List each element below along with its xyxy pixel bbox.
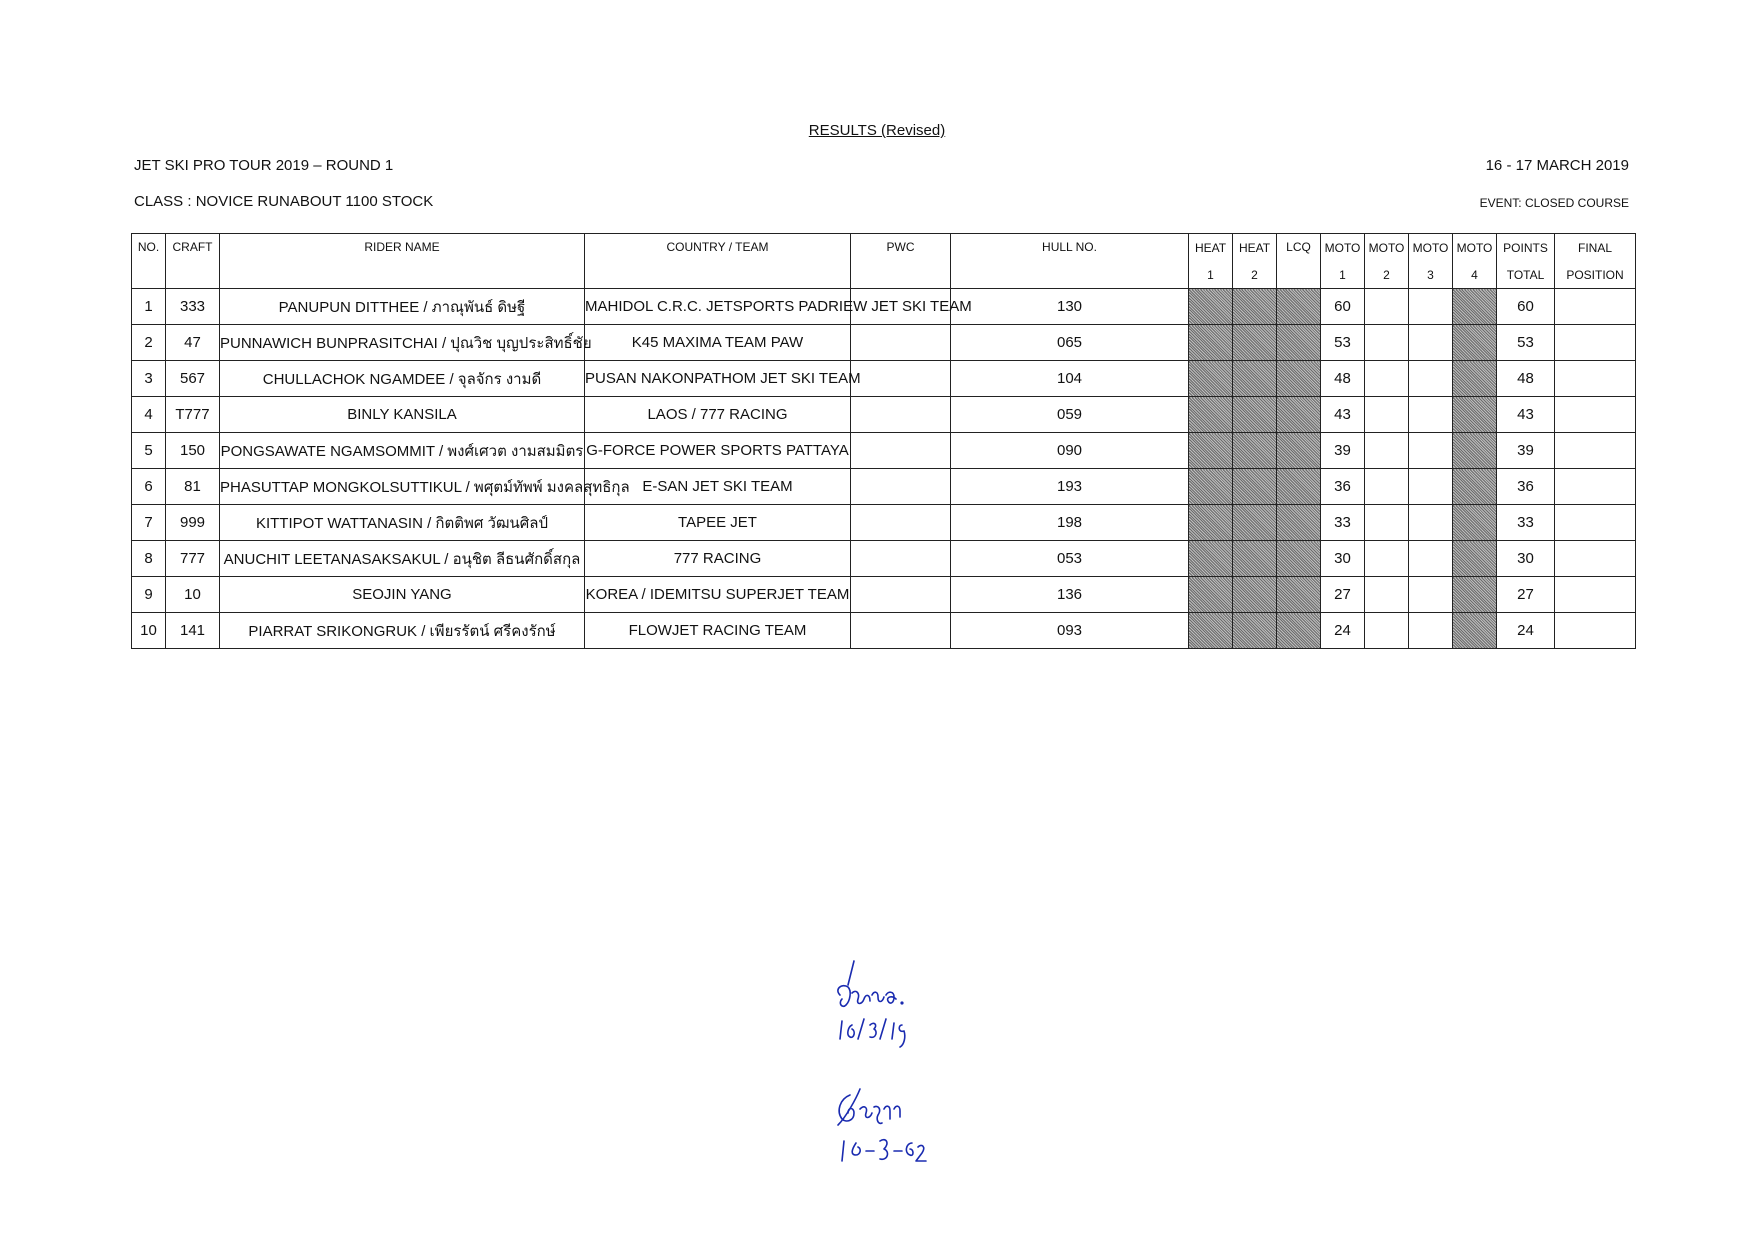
- cell-moto-4: [1453, 577, 1497, 613]
- cell-points-total: 27: [1497, 577, 1555, 613]
- cell-no: 9: [132, 577, 166, 613]
- cell-moto-3: [1409, 397, 1453, 433]
- cell-pwc: [851, 541, 951, 577]
- header-moto-4-number: 4: [1453, 261, 1497, 289]
- cell-pwc: [851, 325, 951, 361]
- cell-points-total: 39: [1497, 433, 1555, 469]
- cell-lcq: [1277, 541, 1321, 577]
- cell-hull-no: 198: [951, 505, 1189, 541]
- cell-final-position: [1555, 361, 1636, 397]
- cell-heat-1: [1189, 469, 1233, 505]
- signature-1: [820, 955, 930, 1055]
- cell-moto-4: [1453, 505, 1497, 541]
- cell-country-team: LAOS / 777 RACING: [585, 397, 851, 433]
- cell-lcq: [1277, 469, 1321, 505]
- cell-heat-1: [1189, 433, 1233, 469]
- cell-final-position: [1555, 397, 1636, 433]
- cell-pwc: [851, 577, 951, 613]
- cell-hull-no: 136: [951, 577, 1189, 613]
- header-moto-4: MOTO: [1453, 234, 1497, 262]
- cell-craft: 567: [166, 361, 220, 397]
- cell-rider-name: ANUCHIT LEETANASAKSAKUL / อนุชิต ลีธนศักดิ์สกุล: [220, 541, 585, 577]
- header-lcq: LCQ: [1277, 234, 1321, 289]
- header-rider-name: RIDER NAME: [220, 234, 585, 289]
- cell-hull-no: 059: [951, 397, 1189, 433]
- header-moto-3-number: 3: [1409, 261, 1453, 289]
- cell-no: 1: [132, 289, 166, 325]
- cell-moto-1: 53: [1321, 325, 1365, 361]
- cell-hull-no: 130: [951, 289, 1189, 325]
- table-row: [132, 613, 1636, 649]
- table-row: [132, 433, 1636, 469]
- cell-pwc: [851, 361, 951, 397]
- cell-final-position: [1555, 469, 1636, 505]
- cell-points-total: 53: [1497, 325, 1555, 361]
- cell-heat-1: [1189, 613, 1233, 649]
- cell-moto-1: 24: [1321, 613, 1365, 649]
- cell-moto-3: [1409, 289, 1453, 325]
- cell-moto-1: 36: [1321, 469, 1365, 505]
- cell-points-total: 60: [1497, 289, 1555, 325]
- cell-country-team: MAHIDOL C.R.C. JETSPORTS PADRIEW JET SKI TEAM: [585, 289, 851, 325]
- cell-heat-2: [1233, 541, 1277, 577]
- header-heat-1: HEAT: [1189, 234, 1233, 262]
- cell-heat-2: [1233, 361, 1277, 397]
- cell-moto-2: [1365, 289, 1409, 325]
- cell-points-total: 36: [1497, 469, 1555, 505]
- cell-final-position: [1555, 325, 1636, 361]
- header-points-total: TOTAL: [1497, 261, 1555, 289]
- cell-hull-no: 193: [951, 469, 1189, 505]
- cell-moto-4: [1453, 325, 1497, 361]
- cell-pwc: [851, 433, 951, 469]
- cell-no: 5: [132, 433, 166, 469]
- cell-heat-2: [1233, 577, 1277, 613]
- cell-moto-3: [1409, 433, 1453, 469]
- cell-rider-name: SEOJIN YANG: [220, 577, 585, 613]
- header-moto-3: MOTO: [1409, 234, 1453, 262]
- cell-moto-1: 27: [1321, 577, 1365, 613]
- cell-no: 4: [132, 397, 166, 433]
- cell-country-team: K45 MAXIMA TEAM PAW: [585, 325, 851, 361]
- cell-no: 2: [132, 325, 166, 361]
- cell-final-position: [1555, 613, 1636, 649]
- header-moto-2: MOTO: [1365, 234, 1409, 262]
- cell-moto-3: [1409, 613, 1453, 649]
- cell-lcq: [1277, 505, 1321, 541]
- cell-moto-1: 30: [1321, 541, 1365, 577]
- cell-points-total: 43: [1497, 397, 1555, 433]
- cell-points-total: 30: [1497, 541, 1555, 577]
- cell-moto-1: 43: [1321, 397, 1365, 433]
- table-row: [132, 361, 1636, 397]
- cell-heat-2: [1233, 289, 1277, 325]
- cell-heat-2: [1233, 325, 1277, 361]
- cell-heat-1: [1189, 577, 1233, 613]
- cell-no: 3: [132, 361, 166, 397]
- cell-rider-name: KITTIPOT WATTANASIN / กิตติพศ วัฒนศิลป์: [220, 505, 585, 541]
- cell-moto-2: [1365, 613, 1409, 649]
- cell-craft: 10: [166, 577, 220, 613]
- cell-final-position: [1555, 505, 1636, 541]
- cell-rider-name: CHULLACHOK NGAMDEE / จุลจักร งามดี: [220, 361, 585, 397]
- cell-lcq: [1277, 325, 1321, 361]
- cell-pwc: [851, 613, 951, 649]
- cell-country-team: E-SAN JET SKI TEAM: [585, 469, 851, 505]
- cell-craft: 47: [166, 325, 220, 361]
- header-pwc: PWC: [851, 234, 951, 289]
- cell-moto-3: [1409, 541, 1453, 577]
- table-row: [132, 541, 1636, 577]
- cell-moto-1: 60: [1321, 289, 1365, 325]
- table-row: [132, 397, 1636, 433]
- cell-lcq: [1277, 433, 1321, 469]
- cell-heat-2: [1233, 433, 1277, 469]
- cell-country-team: 777 RACING: [585, 541, 851, 577]
- cell-craft: 999: [166, 505, 220, 541]
- cell-moto-4: [1453, 397, 1497, 433]
- cell-rider-name: PIARRAT SRIKONGRUK / เพียรรัตน์ ศรีคงรักษ์: [220, 613, 585, 649]
- header-craft: CRAFT: [166, 234, 220, 289]
- results-table: [131, 233, 1636, 649]
- cell-moto-3: [1409, 505, 1453, 541]
- header-hull-no: HULL NO.: [951, 234, 1189, 289]
- cell-country-team: PUSAN NAKONPATHOM JET SKI TEAM: [585, 361, 851, 397]
- cell-moto-3: [1409, 577, 1453, 613]
- cell-pwc: [851, 397, 951, 433]
- header-country-team: COUNTRY / TEAM: [585, 234, 851, 289]
- cell-craft: 777: [166, 541, 220, 577]
- cell-hull-no: 090: [951, 433, 1189, 469]
- cell-moto-3: [1409, 469, 1453, 505]
- cell-country-team: TAPEE JET: [585, 505, 851, 541]
- cell-country-team: KOREA / IDEMITSU SUPERJET TEAM: [585, 577, 851, 613]
- cell-moto-3: [1409, 361, 1453, 397]
- table-row: [132, 325, 1636, 361]
- cell-craft: 81: [166, 469, 220, 505]
- cell-heat-2: [1233, 469, 1277, 505]
- cell-heat-2: [1233, 397, 1277, 433]
- cell-points-total: 48: [1497, 361, 1555, 397]
- cell-moto-4: [1453, 613, 1497, 649]
- table-header: [132, 234, 1636, 289]
- cell-lcq: [1277, 397, 1321, 433]
- table-row: [132, 577, 1636, 613]
- cell-pwc: [851, 505, 951, 541]
- cell-rider-name: BINLY KANSILA: [220, 397, 585, 433]
- header-no: NO.: [132, 234, 166, 289]
- cell-country-team: G-FORCE POWER SPORTS PATTAYA: [585, 433, 851, 469]
- cell-moto-4: [1453, 289, 1497, 325]
- event-type: EVENT: CLOSED COURSE: [1479, 196, 1629, 210]
- cell-no: 8: [132, 541, 166, 577]
- cell-final-position: [1555, 433, 1636, 469]
- table-row: [132, 469, 1636, 505]
- cell-heat-1: [1189, 289, 1233, 325]
- cell-moto-1: 33: [1321, 505, 1365, 541]
- cell-hull-no: 053: [951, 541, 1189, 577]
- cell-lcq: [1277, 289, 1321, 325]
- header-heat-2-number: 2: [1233, 261, 1277, 289]
- cell-hull-no: 065: [951, 325, 1189, 361]
- cell-moto-4: [1453, 469, 1497, 505]
- cell-heat-1: [1189, 397, 1233, 433]
- cell-final-position: [1555, 541, 1636, 577]
- header-heat-1-number: 1: [1189, 261, 1233, 289]
- cell-heat-2: [1233, 505, 1277, 541]
- cell-moto-1: 48: [1321, 361, 1365, 397]
- cell-pwc: [851, 469, 951, 505]
- cell-no: 10: [132, 613, 166, 649]
- cell-moto-2: [1365, 505, 1409, 541]
- cell-moto-2: [1365, 361, 1409, 397]
- cell-moto-2: [1365, 433, 1409, 469]
- cell-country-team: FLOWJET RACING TEAM: [585, 613, 851, 649]
- header-final-position: POSITION: [1555, 261, 1636, 289]
- cell-moto-2: [1365, 469, 1409, 505]
- cell-moto-2: [1365, 325, 1409, 361]
- cell-points-total: 24: [1497, 613, 1555, 649]
- cell-heat-1: [1189, 361, 1233, 397]
- header-moto-1: MOTO: [1321, 234, 1365, 262]
- cell-hull-no: 093: [951, 613, 1189, 649]
- cell-points-total: 33: [1497, 505, 1555, 541]
- cell-heat-1: [1189, 541, 1233, 577]
- cell-moto-4: [1453, 433, 1497, 469]
- cell-moto-2: [1365, 397, 1409, 433]
- cell-craft: 150: [166, 433, 220, 469]
- cell-lcq: [1277, 361, 1321, 397]
- cell-craft: 333: [166, 289, 220, 325]
- cell-moto-2: [1365, 541, 1409, 577]
- cell-moto-1: 39: [1321, 433, 1365, 469]
- table-row: [132, 505, 1636, 541]
- cell-hull-no: 104: [951, 361, 1189, 397]
- cell-final-position: [1555, 289, 1636, 325]
- header-moto-1-number: 1: [1321, 261, 1365, 289]
- header-final: FINAL: [1555, 234, 1636, 262]
- header-heat-2: HEAT: [1233, 234, 1277, 262]
- class-name: CLASS : NOVICE RUNABOUT 1100 STOCK: [134, 193, 434, 210]
- cell-heat-1: [1189, 505, 1233, 541]
- table-row: [132, 289, 1636, 325]
- header-points: POINTS: [1497, 234, 1555, 262]
- cell-craft: 141: [166, 613, 220, 649]
- cell-lcq: [1277, 577, 1321, 613]
- cell-no: 6: [132, 469, 166, 505]
- cell-heat-2: [1233, 613, 1277, 649]
- event-date: 16 - 17 MARCH 2019: [1485, 157, 1629, 174]
- event-title: JET SKI PRO TOUR 2019 – ROUND 1: [134, 157, 394, 174]
- cell-lcq: [1277, 613, 1321, 649]
- cell-rider-name: PONGSAWATE NGAMSOMMIT / พงศ์เศวต งามสมมิตร: [220, 433, 585, 469]
- header-moto-2-number: 2: [1365, 261, 1409, 289]
- cell-rider-name: PANUPUN DITTHEE / ภาณุพันธ์ ดิษฐี: [220, 289, 585, 325]
- cell-moto-2: [1365, 577, 1409, 613]
- signature-2: [820, 1085, 930, 1170]
- cell-craft: T777: [166, 397, 220, 433]
- cell-rider-name: PUNNAWICH BUNPRASITCHAI / ปุณวิช บุญประสิทธิ์ชัย: [220, 325, 585, 361]
- cell-moto-4: [1453, 541, 1497, 577]
- table-body: [132, 289, 1636, 649]
- cell-rider-name: PHASUTTAP MONGKOLSUTTIKUL / พศุตม์ทัพพ์ มงคลสุทธิกุล: [220, 469, 585, 505]
- cell-moto-4: [1453, 361, 1497, 397]
- cell-final-position: [1555, 577, 1636, 613]
- cell-no: 7: [132, 505, 166, 541]
- page-title: RESULTS (Revised): [808, 122, 946, 139]
- cell-heat-1: [1189, 325, 1233, 361]
- cell-moto-3: [1409, 325, 1453, 361]
